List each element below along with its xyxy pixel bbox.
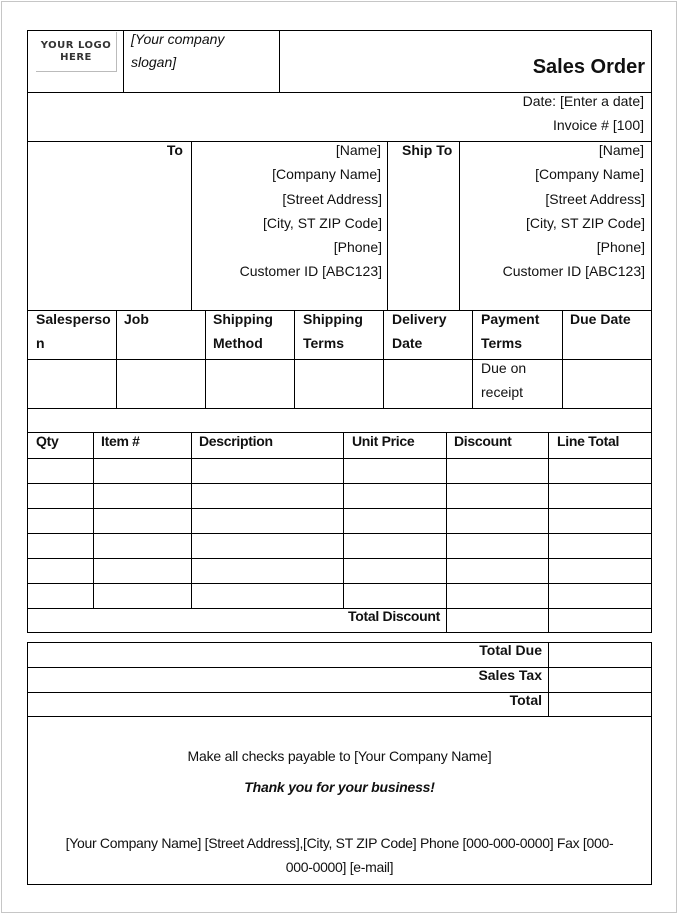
ship-to-street[interactable]: [Street Address] bbox=[545, 191, 645, 207]
salesperson-header bbox=[36, 307, 111, 331]
to-divider bbox=[191, 141, 192, 311]
total-due-label: Total Due bbox=[479, 642, 542, 658]
sales-tax-label: Sales Tax bbox=[478, 667, 542, 683]
slogan-line-1[interactable]: [Your company bbox=[131, 31, 225, 47]
delivery-date-header-wrap: Date bbox=[392, 335, 423, 351]
to-company[interactable]: [Company Name] bbox=[272, 166, 381, 182]
table-row[interactable] bbox=[28, 459, 651, 483]
ship-to-name[interactable]: [Name] bbox=[598, 142, 644, 158]
shipping-method-header-wrap: Method bbox=[213, 335, 263, 351]
item-number-header: Item # bbox=[101, 433, 140, 449]
shipto-divider bbox=[459, 141, 460, 311]
salesperson-cell[interactable] bbox=[28, 360, 116, 408]
to-label: To bbox=[166, 142, 183, 158]
invoice-number[interactable]: Invoice # [100] bbox=[552, 117, 644, 133]
to-phone[interactable]: [Phone] bbox=[333, 239, 382, 255]
shipping-terms-header-wrap: Terms bbox=[303, 335, 344, 351]
company-logo[interactable]: YOUR LOGO HERE bbox=[36, 32, 117, 72]
total-due-value[interactable] bbox=[549, 643, 651, 667]
table-row[interactable] bbox=[28, 559, 651, 583]
shipping-terms-header: Shipping bbox=[303, 311, 363, 327]
payment-terms-value-wrap[interactable]: receipt bbox=[481, 384, 524, 400]
payment-terms-header-wrap: Terms bbox=[481, 335, 522, 351]
table-row[interactable] bbox=[28, 534, 651, 558]
page-title: Sales Order bbox=[532, 56, 645, 78]
shipping-terms-cell[interactable] bbox=[295, 360, 383, 408]
logo-divider bbox=[123, 30, 124, 92]
table-row[interactable] bbox=[28, 484, 651, 508]
shipto-label-divider bbox=[387, 141, 388, 311]
total-label: Total bbox=[509, 692, 542, 708]
salesperson-header-l1: Salesperso bbox=[36, 311, 111, 327]
slogan-divider bbox=[279, 30, 280, 92]
slogan-line-2[interactable]: slogan] bbox=[131, 54, 177, 70]
job-cell[interactable] bbox=[117, 360, 205, 408]
ship-to-customer-id[interactable]: Customer ID [ABC123] bbox=[502, 263, 645, 279]
line-total-header: Line Total bbox=[557, 433, 620, 449]
ship-to-phone[interactable]: [Phone] bbox=[596, 239, 645, 255]
ship-to-city[interactable]: [City, ST ZIP Code] bbox=[525, 215, 645, 231]
description-header: Description bbox=[199, 433, 273, 449]
shipping-method-header: Shipping bbox=[213, 311, 273, 327]
qty-header: Qty bbox=[36, 433, 59, 449]
to-name[interactable]: [Name] bbox=[335, 142, 381, 158]
to-customer-id[interactable]: Customer ID [ABC123] bbox=[239, 263, 382, 279]
order-info-bottom-divider bbox=[27, 408, 652, 409]
discount-header: Discount bbox=[454, 433, 512, 449]
ship-to-company[interactable]: [Company Name] bbox=[535, 166, 644, 182]
col-divider bbox=[472, 310, 473, 409]
ship-to-label: Ship To bbox=[402, 142, 453, 158]
date-field[interactable]: Date: [Enter a date] bbox=[522, 93, 644, 109]
job-header: Job bbox=[124, 311, 149, 327]
company-contact-line-1: [Your Company Name] [Street Address],[City, ST ZIP Code] Phone [000-000-0000] Fax [000- bbox=[65, 835, 614, 851]
delivery-date-header: Delivery bbox=[392, 311, 447, 327]
thank-you-note: Thank you for your business! bbox=[244, 779, 435, 795]
table-row[interactable] bbox=[28, 584, 651, 608]
delivery-date-cell[interactable] bbox=[384, 360, 472, 408]
to-street[interactable]: [Street Address] bbox=[282, 191, 382, 207]
total-discount-label: Total Discount bbox=[348, 608, 440, 624]
company-contact-line-2: 000-0000] [e-mail] bbox=[285, 859, 394, 875]
unit-price-header: Unit Price bbox=[352, 433, 415, 449]
due-date-header: Due Date bbox=[570, 311, 631, 327]
shipping-method-cell[interactable] bbox=[206, 360, 294, 408]
payment-terms-value[interactable]: Due on bbox=[481, 360, 527, 376]
salesperson-header-wrap: n bbox=[36, 335, 45, 351]
table-row[interactable] bbox=[28, 509, 651, 533]
total-discount-cell[interactable] bbox=[447, 609, 548, 632]
total-discount-line-total-cell[interactable] bbox=[549, 609, 651, 632]
due-date-cell[interactable] bbox=[563, 360, 651, 408]
checks-payable-note: Make all checks payable to [Your Company Name] bbox=[187, 748, 492, 764]
payment-terms-header: Payment bbox=[481, 311, 540, 327]
to-city[interactable]: [City, ST ZIP Code] bbox=[262, 215, 382, 231]
row-divider bbox=[27, 716, 652, 717]
sales-tax-value[interactable] bbox=[549, 668, 651, 692]
total-value[interactable] bbox=[549, 693, 651, 716]
